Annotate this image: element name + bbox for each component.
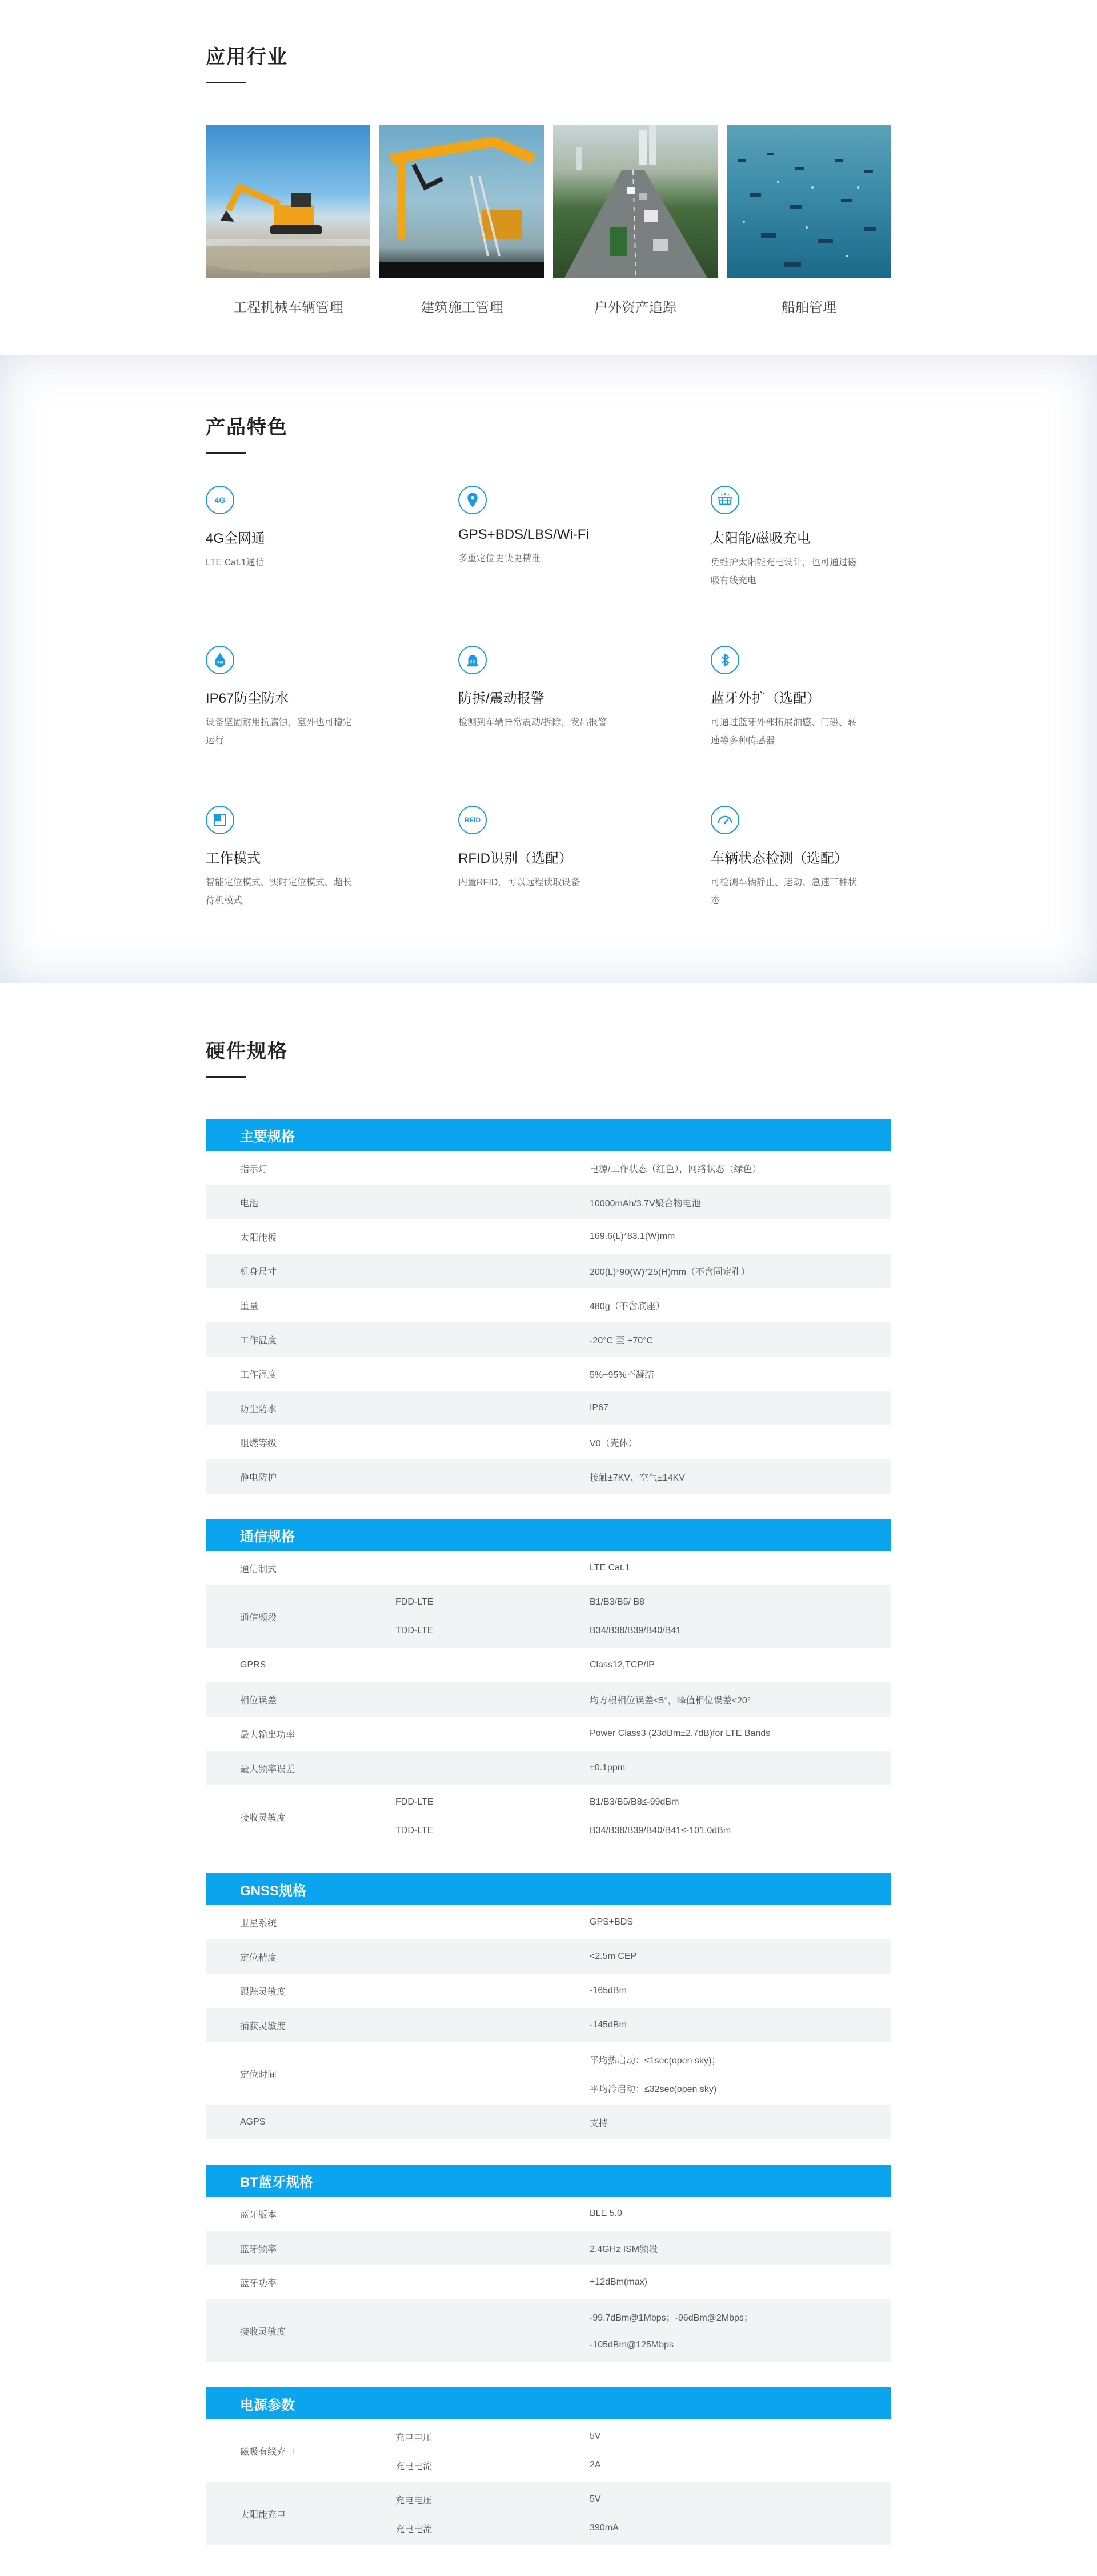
spec-name: 太阳能充电: [240, 2510, 286, 2520]
spec-value: [590, 2105, 891, 2139]
spec-block-title: 电源参数: [206, 2387, 891, 2419]
feature-name: GPS+BDS/LBS/Wi-Fi: [458, 527, 589, 542]
spec-value: [590, 1254, 891, 1288]
spec-name: 最大输出功率: [240, 1730, 295, 1740]
spec-sub: [395, 2265, 590, 2299]
spec-value: [590, 2197, 891, 2231]
spec-value-line: 10000mAh/3.7V聚合物电池: [590, 1198, 701, 1209]
industry-label: 建筑施工管理: [421, 300, 503, 315]
spec-sub-label: 充电电流: [395, 2524, 433, 2534]
spec-value: [590, 1185, 891, 1219]
spec-sub: [395, 1425, 590, 1459]
spec-row: [206, 1551, 891, 1585]
spec-value: [590, 2299, 891, 2362]
spec-row: [206, 1391, 891, 1425]
spec-sub-label: FDD-LTE: [395, 1797, 434, 1807]
spec-row: [206, 2419, 891, 2482]
spec-sub: [395, 2231, 590, 2265]
spec-name: GPRS: [240, 1660, 266, 1670]
spec-value-line: -99.7dBm@1Mbps；-96dBm@2Mbps；: [590, 2313, 753, 2323]
outdoor-road-image: [553, 125, 718, 278]
spec-sub-label: [395, 1974, 590, 2008]
industry-card-outdoor[interactable]: [553, 125, 718, 316]
title-underline: [206, 82, 246, 83]
spec-value-line: LTE Cat.1: [590, 1563, 630, 1573]
spec-sub: [395, 2008, 590, 2042]
spec-sub-label: [395, 1288, 590, 1322]
spec-value-line: 200(L)*90(W)*25(H)mm（不含固定孔）: [590, 1267, 750, 1277]
spec-value: [590, 2231, 891, 2265]
spec-sub-label: 充电电压: [395, 2433, 433, 2443]
spec-sub-label: TDD-LTE: [395, 1826, 434, 1835]
solar-panel-icon: [711, 486, 739, 514]
spec-sub-label: [395, 1751, 590, 1785]
spec-name: 定位时间: [240, 2070, 277, 2080]
spec-row: [206, 1648, 891, 1682]
spec-name: 机身尺寸: [240, 1267, 277, 1277]
feature-desc: LTE Cat.1通信: [206, 558, 265, 567]
spec-name: 接收灵敏度: [240, 1813, 286, 1823]
spec-value: [590, 1682, 891, 1717]
industry-section: [0, 0, 1097, 355]
spec-sub-label: TDD-LTE: [395, 1626, 434, 1635]
feature-name: 4G全网通: [206, 531, 266, 546]
spec-sub-label: [395, 1357, 590, 1391]
spec-row: [206, 2197, 891, 2231]
spec-row: [206, 1185, 891, 1219]
spec-value: [590, 2265, 891, 2299]
spec-name: 防尘防水: [240, 1404, 277, 1414]
spec-row: [206, 1682, 891, 1717]
spec-value-line: B34/B38/B39/B40/B41≤-101.0dBm: [590, 1826, 731, 1835]
spec-name: 重量: [240, 1301, 259, 1311]
spec-sub: [395, 1288, 590, 1322]
spec-value-line: B1/B3/B5/ B8: [590, 1597, 645, 1607]
spec-value-line: 支持: [590, 2118, 608, 2129]
spec-name: 阻燃等级: [240, 1438, 277, 1449]
features-section: [0, 355, 1097, 983]
spec-sub: [395, 1717, 590, 1751]
industry-card-construction[interactable]: [379, 125, 544, 316]
spec-sub-label: [395, 2105, 590, 2139]
feature-item-gps: [458, 486, 711, 646]
feature-desc: 智能定位模式、实时定位模式、超长待机模式: [206, 878, 353, 906]
industry-card-excavator[interactable]: [206, 125, 370, 316]
spec-sub-label: [395, 1551, 590, 1585]
spec-name: 捕获灵敏度: [240, 2021, 286, 2031]
spec-sub-label: [395, 1682, 590, 1717]
spec-value-line: 5V: [590, 2494, 601, 2504]
alarm-icon: [458, 646, 487, 674]
industry-label: 船舶管理: [782, 300, 836, 315]
spec-row: [206, 1751, 891, 1785]
spec-row: [206, 2105, 891, 2139]
spec-value: [590, 1288, 891, 1322]
spec-value: [590, 1459, 891, 1494]
hardware-section: [0, 983, 1097, 2568]
svg-text:IP67: IP67: [216, 661, 224, 665]
industry-label: 工程机械车辆管理: [233, 300, 343, 315]
spec-sub: [395, 1185, 590, 1219]
feature-name: 防拆/震动报警: [458, 691, 545, 706]
spec-name: AGPS: [240, 2117, 266, 2127]
spec-sub: [395, 1322, 590, 1357]
spec-sub-label: [395, 1425, 590, 1459]
spec-sub-label: [395, 1254, 590, 1288]
spec-value: [590, 1648, 891, 1682]
spec-block-title: BT蓝牙规格: [206, 2165, 891, 2197]
spec-row: [206, 2042, 891, 2105]
spec-sub: [395, 1254, 590, 1288]
spec-value-line: -145dBm: [590, 2020, 627, 2030]
feature-item-ip67: [206, 646, 458, 806]
spec-sub-label: FDD-LTE: [395, 1597, 434, 1607]
spec-row: [206, 1151, 891, 1185]
mode-icon: [206, 806, 234, 834]
spec-row: [206, 1219, 891, 1254]
feature-item-solar: [711, 486, 891, 646]
rfid-icon: RFID: [458, 806, 487, 834]
spec-block: [206, 1519, 891, 1848]
spec-value-line: 480g（不含底座）: [590, 1301, 665, 1311]
spec-value-line: 2A: [590, 2460, 601, 2470]
spec-value-line: 平均冷启动：≤32sec(open sky): [590, 2084, 717, 2094]
spec-row: [206, 2008, 891, 2042]
spec-value: [590, 1585, 891, 1648]
spec-value-line: ±0.1ppm: [590, 1763, 626, 1773]
spec-value-line: <2.5m CEP: [590, 1951, 637, 1961]
features-title: 产品特色: [206, 417, 288, 438]
feature-desc: 设备坚固耐用抗腐蚀，室外也可稳定运行: [206, 718, 353, 746]
spec-name: 跟踪灵敏度: [240, 1987, 286, 1997]
spec-sub-label: [395, 1219, 590, 1254]
spec-row: [206, 1585, 891, 1648]
industry-card-ship[interactable]: [727, 125, 891, 316]
spec-row: [206, 1425, 891, 1459]
spec-sub: [395, 2105, 590, 2139]
feature-item-vehicle-state: [711, 806, 891, 966]
spec-name: 相位误差: [240, 1695, 277, 1706]
spec-block: [206, 2387, 891, 2545]
spec-sub-label: 充电电压: [395, 2495, 433, 2506]
industry-title: 应用行业: [206, 46, 288, 68]
spec-value-line: B1/B3/B5/B8≤-99dBm: [590, 1797, 679, 1807]
spec-sub: [395, 1391, 590, 1425]
spec-sub-label: [395, 1459, 590, 1494]
spec-sub: [395, 1682, 590, 1717]
spec-value: [590, 1905, 891, 1939]
industry-grid: [206, 125, 891, 316]
spec-sub-label: [395, 1717, 590, 1751]
spec-sub-label: [395, 2059, 590, 2088]
spec-value-line: +12dBm(max): [590, 2277, 647, 2287]
feature-item-rfid: [458, 806, 711, 966]
spec-name: 电池: [240, 1198, 259, 1209]
spec-row: [206, 2299, 891, 2362]
spec-name: 静电防护: [240, 1473, 277, 1483]
spec-sub-label: [395, 2231, 590, 2265]
spec-sub: [395, 2419, 590, 2482]
spec-value-line: -105dBm@125Mbps: [590, 2340, 674, 2350]
feature-name: IP67防尘防水: [206, 691, 289, 706]
spec-value: [590, 1751, 891, 1785]
spec-value: [590, 2482, 891, 2545]
speed-gauge-icon: [711, 806, 739, 834]
spec-value-line: 2.4GHz ISM频段: [590, 2244, 658, 2254]
spec-sub: [395, 1357, 590, 1391]
spec-value: [590, 1551, 891, 1585]
spec-sub-label: 充电电流: [395, 2461, 433, 2471]
feature-desc: 免维护太阳能充电设计，也可通过磁吸有线充电: [711, 558, 858, 586]
spec-name: 工作湿度: [240, 1370, 277, 1380]
spec-name: 蓝牙版本: [240, 2210, 277, 2220]
spec-sub: [395, 1151, 590, 1185]
spec-name: 定位精度: [240, 1953, 277, 1963]
construction-image: [379, 125, 544, 278]
feature-desc: 检测到车辆异常震动/拆除，发出报警: [458, 718, 607, 727]
spec-sub: [395, 1785, 590, 1848]
bluetooth-icon: [711, 646, 739, 674]
spec-value: [590, 2419, 891, 2482]
spec-row: [206, 1785, 891, 1848]
excavator-image: [206, 125, 370, 278]
spec-value-line: 5V: [590, 2431, 601, 2441]
feature-name: 车辆状态检测（选配）: [711, 851, 848, 866]
ship-sea-image: [727, 125, 891, 278]
spec-value-line: 接触±7KV、空气±14KV: [590, 1473, 685, 1483]
spec-row: [206, 1322, 891, 1357]
feature-desc: 多重定位更快更精准: [458, 554, 541, 563]
spec-row: [206, 1717, 891, 1751]
spec-value-line: GPS+BDS: [590, 1917, 634, 1927]
spec-sub-label: [395, 1648, 590, 1682]
4g-icon: 4G: [206, 486, 234, 514]
spec-value-line: BLE 5.0: [590, 2209, 622, 2218]
spec-value: [590, 1219, 891, 1254]
spec-sub: [395, 2482, 590, 2545]
spec-sub: [395, 1459, 590, 1494]
spec-name: 磁吸有线充电: [240, 2447, 295, 2457]
feature-name: 蓝牙外扩（选配）: [711, 691, 820, 706]
spec-value: [590, 1391, 891, 1425]
industry-label: 户外资产追踪: [594, 300, 676, 315]
spec-sub-label: [395, 1391, 590, 1425]
spec-sub: [395, 1219, 590, 1254]
spec-sub: [395, 1905, 590, 1939]
spec-value-line: 电源/工作状态（红色），网络状态（绿色）: [590, 1164, 762, 1174]
spec-sub: [395, 2299, 590, 2362]
spec-block: [206, 2165, 891, 2362]
spec-name: 蓝牙频率: [240, 2244, 277, 2254]
spec-sub-label: [395, 1322, 590, 1357]
spec-row: [206, 1357, 891, 1391]
feature-item-mode: [206, 806, 458, 966]
spec-row: [206, 1974, 891, 2008]
spec-sub: [395, 1585, 590, 1648]
spec-value-line: V0（壳体）: [590, 1438, 638, 1449]
spec-name: 蓝牙功率: [240, 2278, 277, 2289]
spec-sub-label: [395, 1905, 590, 1939]
spec-value-line: 平均热启动：≤1sec(open sky)；: [590, 2055, 721, 2066]
spec-name: 工作温度: [240, 1335, 277, 1346]
spec-sub-label: [395, 2265, 590, 2299]
location-pin-icon: [458, 486, 487, 514]
spec-sub: [395, 1751, 590, 1785]
hardware-title: 硬件规格: [206, 1041, 288, 1062]
spec-sub-label: [395, 1939, 590, 1974]
spec-value: [590, 2042, 891, 2105]
spec-sub-label: [395, 2197, 590, 2231]
features-grid: [206, 486, 891, 966]
spec-row: [206, 2265, 891, 2299]
spec-block-title: 通信规格: [206, 1519, 891, 1551]
spec-name: 太阳能板: [240, 1233, 277, 1243]
spec-sub: [395, 1974, 590, 2008]
spec-value: [590, 1322, 891, 1357]
spec-name: 指示灯: [240, 1164, 268, 1174]
feature-name: 太阳能/磁吸充电: [711, 531, 811, 546]
spec-sub: [395, 2197, 590, 2231]
spec-value-line: 169.6(L)*83.1(W)mm: [590, 1231, 675, 1241]
spec-name: 卫星系统: [240, 1918, 277, 1929]
spec-value: [590, 1785, 891, 1848]
spec-row: [206, 1459, 891, 1494]
spec-value-line: 均方根相位误差<5°，峰值相位误差<20°: [590, 1695, 751, 1706]
feature-desc: 可通过蓝牙外部拓展油感、门磁、转速等多种传感器: [711, 718, 858, 746]
spec-sub-label: [395, 2317, 590, 2345]
spec-sub: [395, 1939, 590, 1974]
spec-row: [206, 1905, 891, 1939]
spec-value: [590, 1939, 891, 1974]
spec-name: 接收灵敏度: [240, 2327, 286, 2337]
feature-item-alarm: [458, 646, 711, 806]
title-underline: [206, 1076, 246, 1078]
spec-block-title: 主要规格: [206, 1119, 891, 1151]
spec-row: [206, 2231, 891, 2265]
feature-name: RFID识别（选配）: [458, 851, 572, 866]
feature-desc: 内置RFID，可以远程读取设备: [458, 878, 580, 887]
spec-value: [590, 1357, 891, 1391]
spec-value-line: 5%~95%不凝结: [590, 1370, 654, 1380]
spec-value: [590, 2008, 891, 2042]
spec-block: [206, 1119, 891, 1494]
spec-value-line: 390mA: [590, 2523, 619, 2533]
spec-sub: [395, 1551, 590, 1585]
feature-item-bluetooth: [711, 646, 891, 806]
spec-value-line: -165dBm: [590, 1986, 627, 1995]
feature-name: 工作模式: [206, 851, 261, 866]
spec-block: [206, 1873, 891, 2139]
spec-name: 通信频段: [240, 1613, 277, 1623]
spec-value-line: -20°C 至 +70°C: [590, 1335, 654, 1346]
spec-sub-label: [395, 2008, 590, 2042]
spec-sub-label: [395, 1151, 590, 1185]
spec-name: 通信制式: [240, 1564, 277, 1574]
spec-value-line: Class12,TCP/IP: [590, 1660, 655, 1670]
spec-name: 最大频率误差: [240, 1764, 295, 1774]
spec-sub: [395, 2042, 590, 2105]
spec-sub-label: [395, 1185, 590, 1219]
spec-row: [206, 1939, 891, 1974]
water-drop-icon: [206, 646, 234, 674]
spec-value: [590, 1151, 891, 1185]
feature-item-4g: [206, 486, 458, 646]
spec-value-line: Power Class3 (23dBm±2.7dB)for LTE Bands: [590, 1729, 771, 1738]
feature-desc: 可检测车辆静止、运动、急速三种状态: [711, 878, 858, 906]
spec-value-line: B34/B38/B39/B40/B41: [590, 1626, 682, 1635]
spec-block-title: GNSS规格: [206, 1873, 891, 1905]
spec-value: [590, 1425, 891, 1459]
spec-row: [206, 2482, 891, 2545]
spec-value-line: IP67: [590, 1403, 608, 1413]
spec-tables: [206, 1119, 891, 2545]
spec-row: [206, 1288, 891, 1322]
spec-row: [206, 1254, 891, 1288]
spec-value: [590, 1717, 891, 1751]
title-underline: [206, 452, 246, 454]
spec-sub: [395, 1648, 590, 1682]
spec-value: [590, 1974, 891, 2008]
